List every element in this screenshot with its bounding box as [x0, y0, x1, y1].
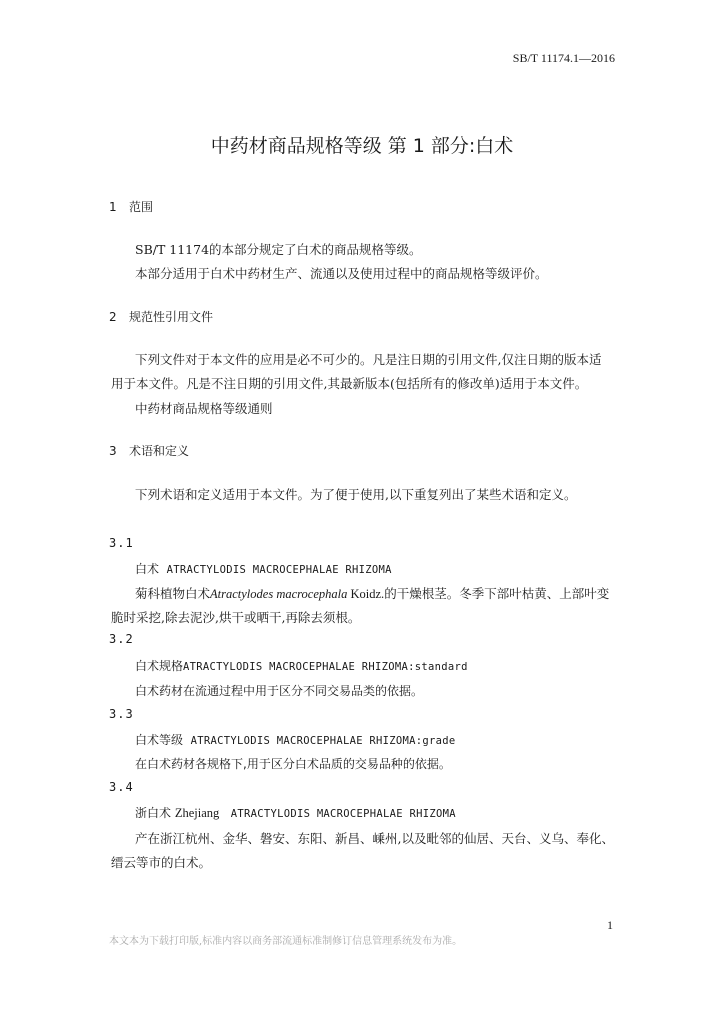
term-en: ATRACTYLODIS MACROCEPHALAE RHIZOMA:grade	[190, 735, 456, 747]
section-number: 2	[109, 310, 117, 324]
section-2-paragraph-2: 中药材商品规格等级通则	[135, 401, 273, 416]
term-latin: Zhejiang	[174, 806, 220, 820]
section-2-paragraph-1-line-1: 下列文件对于本文件的应用是必不可少的。凡是注日期的引用文件,仅注日期的版本适	[135, 352, 602, 367]
term-3-1-title	[135, 560, 392, 577]
term-3-3-number: 3.3	[109, 707, 134, 721]
definition-text: 菊科植物白术	[135, 586, 211, 601]
term-3-3-definition: 在白术药材各规格下,用于区分白术品质的交易品种的依据。	[135, 757, 451, 771]
document-title: 中药材商品规格等级 第 1 部分:白术	[210, 135, 514, 157]
term-3-2-number: 3.2	[109, 632, 134, 646]
section-1-paragraph-1: SB/T 11174的本部分规定了白术的商品规格等级。	[135, 242, 422, 257]
latin-species-name: Atractylodes macrocephala	[210, 587, 348, 601]
section-1-paragraph-2: 本部分适用于白术中药材生产、流通以及使用过程中的商品规格等级评价。	[135, 266, 548, 281]
section-title: 范围	[129, 200, 154, 214]
section-number: 1	[109, 200, 117, 214]
section-number: 3	[109, 444, 117, 458]
term-3-2-title	[135, 657, 468, 674]
section-3-heading	[109, 442, 189, 459]
term-3-4-number: 3.4	[109, 780, 134, 794]
section-2-paragraph-1-line-2: 用于本文件。凡是不注日期的引用文件,其最新版本(包括所有的修改单)适用于本文件。	[111, 376, 588, 391]
page-number: 1	[607, 918, 613, 932]
footer-notice: 本文本为下载打印版,标准内容以商务部流通标准制修订信息管理系统发布为准。	[109, 936, 463, 947]
term-3-2-definition: 白术药材在流通过程中用于区分不同交易品类的依据。	[135, 684, 424, 698]
term-zh: 白术等级	[135, 733, 184, 747]
term-zh: 白术规格	[135, 659, 184, 673]
latin-author: Koidz.	[347, 587, 385, 601]
section-1-heading	[109, 198, 153, 215]
term-3-4-definition-line-2: 缙云等市的白术。	[111, 855, 212, 870]
term-3-1-number: 3.1	[109, 536, 134, 550]
standard-code: SB/T 11174.1—2016	[512, 51, 615, 65]
term-3-1-definition-line-1	[135, 584, 609, 602]
section-2-heading	[109, 308, 213, 325]
term-en: ATRACTYLODIS MACROCEPHALAE RHIZOMA	[230, 808, 456, 820]
term-3-4-definition-line-1: 产在浙江杭州、金华、磐安、东阳、新昌、嵊州,以及毗邻的仙居、天台、义乌、奉化、	[135, 831, 614, 846]
definition-text: 的干燥根茎。冬季下部叶枯黄、上部叶变	[384, 586, 610, 601]
section-3-paragraph-1: 下列术语和定义适用于本文件。为了便于使用,以下重复列出了某些术语和定义。	[135, 487, 577, 502]
term-en: ATRACTYLODIS MACROCEPHALAE RHIZOMA:standard	[183, 661, 468, 673]
term-en: ATRACTYLODIS MACROCEPHALAE RHIZOMA	[166, 564, 392, 576]
term-zh: 白术	[135, 562, 160, 576]
term-3-1-definition-line-2: 脆时采挖,除去泥沙,烘干或晒干,再除去须根。	[111, 610, 361, 625]
section-title: 规范性引用文件	[129, 310, 214, 324]
term-zh: 浙白术	[135, 806, 172, 820]
term-3-3-title	[135, 731, 456, 748]
term-3-4-title	[135, 804, 456, 821]
section-title: 术语和定义	[129, 444, 190, 458]
